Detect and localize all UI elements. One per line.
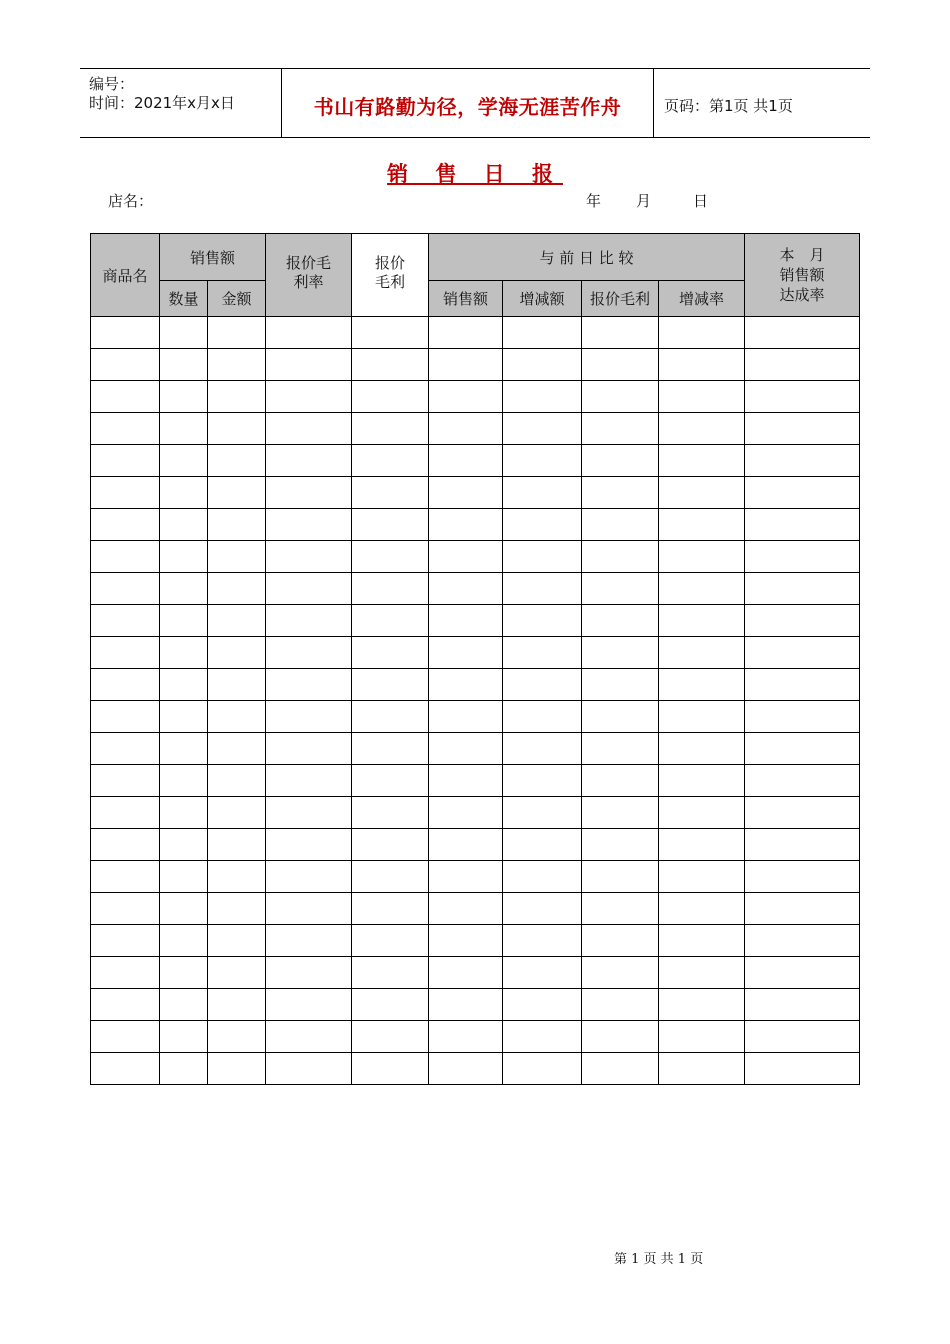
table-cell[interactable] xyxy=(429,573,503,605)
table-cell[interactable] xyxy=(352,349,429,381)
table-cell[interactable] xyxy=(582,733,659,765)
table-cell[interactable] xyxy=(503,893,582,925)
table-cell[interactable] xyxy=(659,893,745,925)
table-cell[interactable] xyxy=(659,829,745,861)
table-cell[interactable] xyxy=(160,893,208,925)
table-cell[interactable] xyxy=(208,669,266,701)
table-cell[interactable] xyxy=(582,445,659,477)
table-cell[interactable] xyxy=(266,605,352,637)
table-cell[interactable] xyxy=(352,317,429,349)
table-cell[interactable] xyxy=(266,413,352,445)
table-cell[interactable] xyxy=(352,509,429,541)
table-cell[interactable] xyxy=(208,317,266,349)
table-cell[interactable] xyxy=(91,829,160,861)
table-cell[interactable] xyxy=(266,701,352,733)
table-cell[interactable] xyxy=(160,861,208,893)
table-cell[interactable] xyxy=(208,413,266,445)
table-cell[interactable] xyxy=(659,797,745,829)
table-cell[interactable] xyxy=(429,477,503,509)
header-cmp-change: 增减额 xyxy=(503,281,582,317)
table-cell[interactable] xyxy=(352,605,429,637)
table-cell[interactable] xyxy=(659,701,745,733)
table-cell[interactable] xyxy=(91,797,160,829)
table-cell[interactable] xyxy=(208,797,266,829)
table-cell[interactable] xyxy=(582,509,659,541)
table-cell[interactable] xyxy=(745,669,860,701)
table-cell[interactable] xyxy=(503,349,582,381)
table-cell[interactable] xyxy=(582,381,659,413)
table-cell[interactable] xyxy=(659,989,745,1021)
table-cell[interactable] xyxy=(352,541,429,573)
table-cell[interactable] xyxy=(352,765,429,797)
table-cell[interactable] xyxy=(266,317,352,349)
table-cell[interactable] xyxy=(91,605,160,637)
table-cell[interactable] xyxy=(266,1053,352,1085)
table-cell[interactable] xyxy=(160,829,208,861)
table-cell[interactable] xyxy=(160,765,208,797)
table-cell[interactable] xyxy=(352,445,429,477)
table-cell[interactable] xyxy=(503,861,582,893)
table-cell[interactable] xyxy=(266,381,352,413)
header-amount: 金额 xyxy=(208,281,266,317)
table-cell[interactable] xyxy=(503,637,582,669)
table-cell[interactable] xyxy=(745,445,860,477)
table-cell[interactable] xyxy=(352,957,429,989)
table-cell[interactable] xyxy=(266,1021,352,1053)
table-cell[interactable] xyxy=(745,509,860,541)
table-cell[interactable] xyxy=(91,989,160,1021)
table-cell[interactable] xyxy=(429,733,503,765)
table-cell[interactable] xyxy=(160,1053,208,1085)
table-cell[interactable] xyxy=(745,829,860,861)
table-cell[interactable] xyxy=(91,317,160,349)
table-cell[interactable] xyxy=(745,925,860,957)
table-cell[interactable] xyxy=(503,797,582,829)
table-cell[interactable] xyxy=(160,413,208,445)
table-cell[interactable] xyxy=(503,509,582,541)
table-cell[interactable] xyxy=(503,317,582,349)
table-cell[interactable] xyxy=(266,477,352,509)
table-cell[interactable] xyxy=(429,381,503,413)
table-cell[interactable] xyxy=(582,797,659,829)
table-cell[interactable] xyxy=(503,925,582,957)
table-cell[interactable] xyxy=(208,893,266,925)
table-cell[interactable] xyxy=(352,733,429,765)
table-cell[interactable] xyxy=(745,733,860,765)
table-cell[interactable] xyxy=(745,381,860,413)
table-cell[interactable] xyxy=(266,349,352,381)
table-cell[interactable] xyxy=(503,701,582,733)
table-cell[interactable] xyxy=(91,893,160,925)
table-cell[interactable] xyxy=(429,925,503,957)
header-meta xyxy=(80,69,282,137)
table-row xyxy=(91,637,860,669)
table-cell[interactable] xyxy=(208,1053,266,1085)
table-cell[interactable] xyxy=(503,477,582,509)
table-cell[interactable] xyxy=(503,1021,582,1053)
table-cell[interactable] xyxy=(160,669,208,701)
serial-label: 编号： xyxy=(89,75,135,93)
table-cell[interactable] xyxy=(352,669,429,701)
table-row xyxy=(91,349,860,381)
table-cell[interactable] xyxy=(659,445,745,477)
table-cell[interactable] xyxy=(208,701,266,733)
table-row xyxy=(91,1053,860,1085)
table-cell[interactable] xyxy=(503,669,582,701)
table-cell[interactable] xyxy=(429,541,503,573)
table-cell[interactable] xyxy=(745,477,860,509)
table-cell[interactable] xyxy=(91,477,160,509)
table-cell[interactable] xyxy=(91,733,160,765)
header-cmp-margin: 报价毛利 xyxy=(582,281,659,317)
table-cell[interactable] xyxy=(208,349,266,381)
table-cell[interactable] xyxy=(266,957,352,989)
table-cell[interactable] xyxy=(503,989,582,1021)
table-row xyxy=(91,573,860,605)
table-row xyxy=(91,445,860,477)
table-cell[interactable] xyxy=(91,765,160,797)
header-quantity: 数量 xyxy=(160,281,208,317)
table-cell[interactable] xyxy=(91,541,160,573)
table-cell[interactable] xyxy=(429,861,503,893)
table-cell[interactable] xyxy=(352,573,429,605)
header-compare-previous-day: 与 前 日 比 较 xyxy=(429,234,745,281)
table-cell[interactable] xyxy=(582,989,659,1021)
table-cell[interactable] xyxy=(160,925,208,957)
table-cell[interactable] xyxy=(208,925,266,957)
table-cell[interactable] xyxy=(160,989,208,1021)
table-cell[interactable] xyxy=(582,669,659,701)
table-cell[interactable] xyxy=(429,1053,503,1085)
table-cell[interactable] xyxy=(352,477,429,509)
header-margin-rate-text: 报价毛利率 xyxy=(285,254,331,291)
date-month-label: 月 xyxy=(636,192,652,210)
header-month-rate: 达成率 xyxy=(779,286,825,304)
table-cell[interactable] xyxy=(745,637,860,669)
table-cell[interactable] xyxy=(208,861,266,893)
table-body xyxy=(91,317,860,1085)
table-cell[interactable] xyxy=(745,413,860,445)
table-row xyxy=(91,893,860,925)
table-cell[interactable] xyxy=(91,509,160,541)
table-cell[interactable] xyxy=(352,829,429,861)
table-cell[interactable] xyxy=(745,861,860,893)
report-title-text: 销 售 日 报 xyxy=(387,161,563,186)
header-month-sales: 销售额 xyxy=(779,266,825,284)
table-cell[interactable] xyxy=(659,925,745,957)
table-cell[interactable] xyxy=(659,413,745,445)
table-cell[interactable] xyxy=(659,1053,745,1085)
table-cell[interactable] xyxy=(582,893,659,925)
table-cell[interactable] xyxy=(429,989,503,1021)
table-cell[interactable] xyxy=(582,413,659,445)
table-row xyxy=(91,1021,860,1053)
table-cell[interactable] xyxy=(429,893,503,925)
table-cell[interactable] xyxy=(208,765,266,797)
header-sales: 销售额 xyxy=(160,234,266,281)
table-cell[interactable] xyxy=(745,605,860,637)
table-cell[interactable] xyxy=(352,989,429,1021)
table-cell[interactable] xyxy=(745,893,860,925)
table-cell[interactable] xyxy=(582,573,659,605)
date-day-label: 日 xyxy=(693,192,709,210)
header-margin xyxy=(352,234,429,317)
table-cell[interactable] xyxy=(659,765,745,797)
table-row xyxy=(91,605,860,637)
page-footer: 第 1 页 共 1 页 xyxy=(614,1252,704,1267)
table-cell[interactable] xyxy=(266,765,352,797)
table-cell[interactable] xyxy=(745,349,860,381)
table-row xyxy=(91,829,860,861)
table-cell[interactable] xyxy=(91,349,160,381)
table-cell[interactable] xyxy=(659,957,745,989)
table-cell[interactable] xyxy=(91,573,160,605)
table-cell[interactable] xyxy=(745,317,860,349)
table-cell[interactable] xyxy=(582,829,659,861)
table-cell[interactable] xyxy=(659,317,745,349)
time-label: 时间：2021年x月x日 xyxy=(89,94,235,112)
table-cell[interactable] xyxy=(582,637,659,669)
table-row xyxy=(91,669,860,701)
table-row xyxy=(91,701,860,733)
table-cell[interactable] xyxy=(91,637,160,669)
table-row xyxy=(91,861,860,893)
table-cell[interactable] xyxy=(160,1021,208,1053)
table-cell[interactable] xyxy=(429,765,503,797)
date-year-label: 年 xyxy=(586,192,602,210)
table-cell[interactable] xyxy=(503,829,582,861)
table-cell[interactable] xyxy=(659,477,745,509)
table-cell[interactable] xyxy=(352,1021,429,1053)
table-cell[interactable] xyxy=(745,957,860,989)
table-cell[interactable] xyxy=(582,541,659,573)
table-row xyxy=(91,957,860,989)
sales-table xyxy=(90,233,860,1085)
table-cell[interactable] xyxy=(208,1021,266,1053)
motto: 书山有路勤为径，学海无涯苦作舟 xyxy=(313,95,622,119)
table-cell[interactable] xyxy=(745,1053,860,1085)
table-cell[interactable] xyxy=(659,541,745,573)
table-row xyxy=(91,925,860,957)
table-cell[interactable] xyxy=(745,1021,860,1053)
table-cell[interactable] xyxy=(429,1021,503,1053)
table-cell[interactable] xyxy=(429,605,503,637)
table-cell[interactable] xyxy=(208,573,266,605)
table-cell[interactable] xyxy=(503,445,582,477)
table-cell[interactable] xyxy=(91,1021,160,1053)
table-cell[interactable] xyxy=(160,317,208,349)
table-cell[interactable] xyxy=(745,541,860,573)
table-cell[interactable] xyxy=(503,957,582,989)
table-cell[interactable] xyxy=(352,861,429,893)
table-row xyxy=(91,477,860,509)
header-cmp-rate: 增减率 xyxy=(659,281,745,317)
table-cell[interactable] xyxy=(745,765,860,797)
table-cell[interactable] xyxy=(208,957,266,989)
header-cmp-sales: 销售额 xyxy=(429,281,503,317)
table-cell[interactable] xyxy=(659,573,745,605)
table-cell[interactable] xyxy=(352,637,429,669)
table-cell[interactable] xyxy=(91,701,160,733)
table-cell[interactable] xyxy=(659,381,745,413)
table-cell[interactable] xyxy=(582,605,659,637)
table-cell[interactable] xyxy=(582,925,659,957)
table-cell[interactable] xyxy=(266,573,352,605)
table-cell[interactable] xyxy=(582,765,659,797)
table-cell[interactable] xyxy=(160,957,208,989)
table-cell[interactable] xyxy=(208,605,266,637)
table-cell[interactable] xyxy=(91,445,160,477)
table-cell[interactable] xyxy=(429,797,503,829)
header-page-cell xyxy=(654,69,870,137)
table-cell[interactable] xyxy=(745,797,860,829)
header-month-label: 本 月 xyxy=(779,246,825,264)
table-cell[interactable] xyxy=(91,957,160,989)
table-cell[interactable] xyxy=(91,1053,160,1085)
table-cell[interactable] xyxy=(266,797,352,829)
header-product-name: 商品名 xyxy=(91,234,160,317)
table-cell[interactable] xyxy=(160,797,208,829)
table-cell[interactable] xyxy=(429,829,503,861)
table-cell[interactable] xyxy=(91,861,160,893)
table-cell[interactable] xyxy=(208,637,266,669)
table-row xyxy=(91,733,860,765)
table-cell[interactable] xyxy=(91,381,160,413)
table-cell[interactable] xyxy=(429,509,503,541)
page-info: 页码：第1页 共1页 xyxy=(664,97,793,115)
table-cell[interactable] xyxy=(352,925,429,957)
header-motto-cell xyxy=(282,69,654,137)
header-this-month xyxy=(745,234,860,317)
table-cell[interactable] xyxy=(208,381,266,413)
table-cell[interactable] xyxy=(352,381,429,413)
table-cell[interactable] xyxy=(266,509,352,541)
table-row xyxy=(91,413,860,445)
table-cell[interactable] xyxy=(659,1021,745,1053)
table-cell[interactable] xyxy=(352,413,429,445)
table-cell[interactable] xyxy=(208,829,266,861)
table-cell[interactable] xyxy=(208,477,266,509)
table-cell[interactable] xyxy=(91,925,160,957)
table-cell[interactable] xyxy=(266,669,352,701)
table-cell[interactable] xyxy=(503,573,582,605)
table-cell[interactable] xyxy=(266,989,352,1021)
table-cell[interactable] xyxy=(659,509,745,541)
table-cell[interactable] xyxy=(266,637,352,669)
table-cell[interactable] xyxy=(659,637,745,669)
table-row xyxy=(91,381,860,413)
table-cell[interactable] xyxy=(429,413,503,445)
table-cell[interactable] xyxy=(503,381,582,413)
table-cell[interactable] xyxy=(745,989,860,1021)
table-cell[interactable] xyxy=(352,701,429,733)
table-cell[interactable] xyxy=(160,733,208,765)
header-margin-rate xyxy=(266,234,352,317)
table-cell[interactable] xyxy=(745,701,860,733)
table-cell[interactable] xyxy=(503,541,582,573)
table-cell[interactable] xyxy=(160,509,208,541)
table-cell[interactable] xyxy=(160,701,208,733)
table-cell[interactable] xyxy=(582,861,659,893)
table-cell[interactable] xyxy=(160,445,208,477)
table-cell[interactable] xyxy=(208,541,266,573)
table-row xyxy=(91,765,860,797)
table-cell[interactable] xyxy=(160,381,208,413)
table-cell[interactable] xyxy=(582,701,659,733)
table-cell[interactable] xyxy=(266,893,352,925)
table-cell[interactable] xyxy=(352,797,429,829)
table-cell[interactable] xyxy=(429,701,503,733)
table-cell[interactable] xyxy=(659,349,745,381)
report-title xyxy=(0,158,950,188)
table-row xyxy=(91,989,860,1021)
table-cell[interactable] xyxy=(659,733,745,765)
table-cell[interactable] xyxy=(503,605,582,637)
table-cell[interactable] xyxy=(503,733,582,765)
table-cell[interactable] xyxy=(208,445,266,477)
table-cell[interactable] xyxy=(429,669,503,701)
table-cell[interactable] xyxy=(266,829,352,861)
table-cell[interactable] xyxy=(91,669,160,701)
table-cell[interactable] xyxy=(429,317,503,349)
table-cell[interactable] xyxy=(429,445,503,477)
table-cell[interactable] xyxy=(582,477,659,509)
table-cell[interactable] xyxy=(160,573,208,605)
table-cell[interactable] xyxy=(503,765,582,797)
report-date xyxy=(586,190,708,211)
table-cell[interactable] xyxy=(91,413,160,445)
table-cell[interactable] xyxy=(503,1053,582,1085)
table-cell[interactable] xyxy=(352,893,429,925)
table-cell[interactable] xyxy=(503,413,582,445)
table-cell[interactable] xyxy=(659,861,745,893)
table-cell[interactable] xyxy=(582,1053,659,1085)
table-cell[interactable] xyxy=(266,733,352,765)
table-cell[interactable] xyxy=(266,925,352,957)
table-cell[interactable] xyxy=(582,957,659,989)
table-cell[interactable] xyxy=(160,477,208,509)
table-cell[interactable] xyxy=(160,637,208,669)
table-cell[interactable] xyxy=(582,349,659,381)
table-cell[interactable] xyxy=(266,861,352,893)
table-cell[interactable] xyxy=(160,605,208,637)
table-cell[interactable] xyxy=(160,349,208,381)
table-cell[interactable] xyxy=(352,1053,429,1085)
table-cell[interactable] xyxy=(429,349,503,381)
table-cell[interactable] xyxy=(429,637,503,669)
table-row xyxy=(91,509,860,541)
table-cell[interactable] xyxy=(266,445,352,477)
table-row xyxy=(91,797,860,829)
table-cell[interactable] xyxy=(582,1021,659,1053)
table-cell[interactable] xyxy=(582,317,659,349)
table-row xyxy=(91,541,860,573)
table-cell[interactable] xyxy=(659,669,745,701)
table-cell[interactable] xyxy=(429,957,503,989)
table-cell[interactable] xyxy=(160,541,208,573)
table-cell[interactable] xyxy=(266,541,352,573)
table-cell[interactable] xyxy=(659,605,745,637)
table-cell[interactable] xyxy=(208,733,266,765)
store-name-label: 店名： xyxy=(108,192,154,210)
table-cell[interactable] xyxy=(208,989,266,1021)
document-header xyxy=(80,68,870,138)
table-row xyxy=(91,317,860,349)
table-cell[interactable] xyxy=(745,573,860,605)
table-cell[interactable] xyxy=(208,509,266,541)
header-margin-text: 报价毛利 xyxy=(374,254,405,291)
